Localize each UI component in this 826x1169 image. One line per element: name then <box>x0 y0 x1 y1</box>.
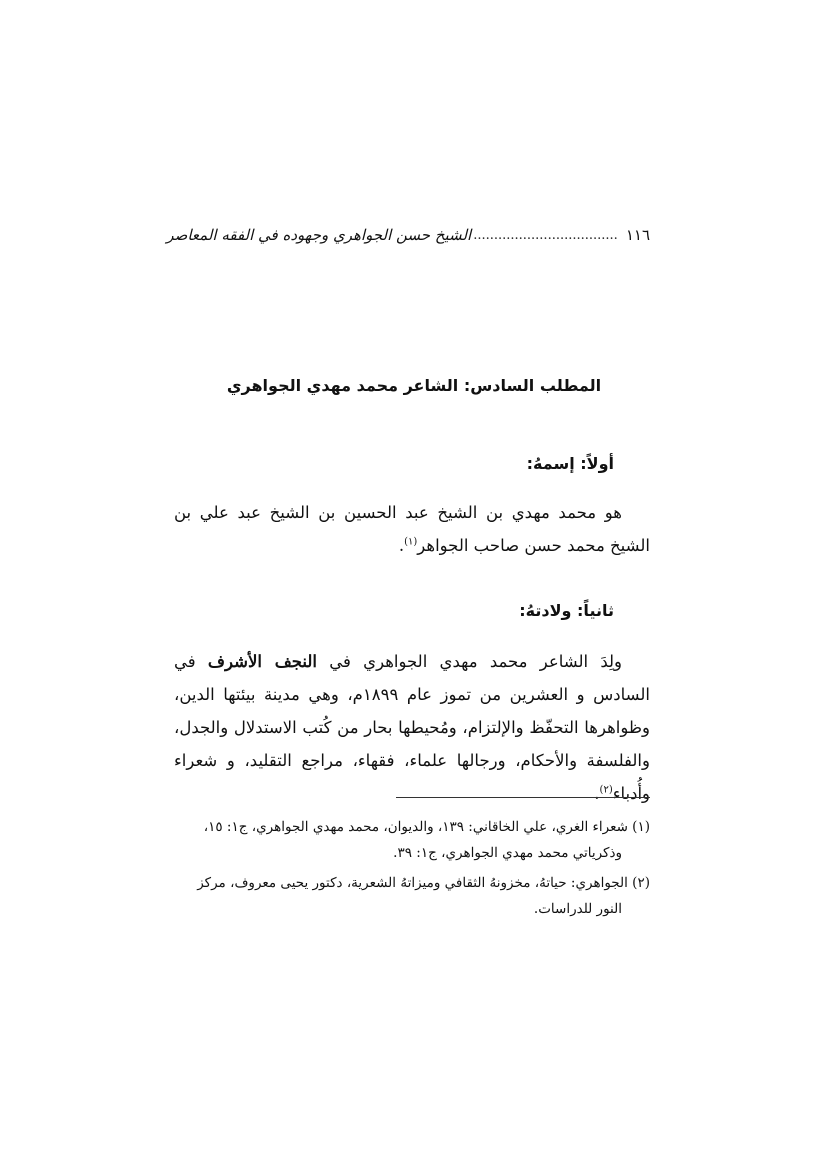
footnote-ref-1: (١) <box>404 536 418 548</box>
paragraph-name <box>174 496 650 562</box>
paragraph-birth-text-before: ولِدَ الشاعر محمد مهدي الجواهري في <box>329 652 622 671</box>
paragraph-birth <box>174 645 650 810</box>
paragraph-name-text: هو محمد مهدي بن الشيخ عبد الحسين بن الشيخ عبد علي بن الشيخ محمد حسن صاحب الجواهر <box>174 503 650 555</box>
footnote-2: (٢) الجواهري: حياتهُ، مخزونهُ الثقافي وميزاتهُ الشعرية، دكتور يحيى معروف، مركز النور للدراسات. <box>197 875 650 917</box>
header-leader-dots: ................................... <box>473 227 618 243</box>
footnotes <box>170 814 650 926</box>
subheading-birth: ثانياً: ولادتهُ: <box>519 601 614 620</box>
subheading-name: أولاً: إسمهُ: <box>526 454 614 473</box>
paragraph-name-end: . <box>398 536 405 555</box>
paragraph-birth-end: . <box>594 784 600 803</box>
footnote-1: (١) شعراء الغري، علي الخاقاني: ١٣٩، والديوان، محمد مهدي الجواهري، ج١: ١٥، وذكرياتي محمد مهدي الجواهري، ج١: ٣٩. <box>203 819 650 861</box>
footnote-separator <box>396 797 650 798</box>
place-name: النجف الأشرف <box>207 652 318 671</box>
running-title: الشيخ حسن الجواهري وجهوده في الفقه المعاصر <box>166 226 472 244</box>
running-header <box>166 221 650 249</box>
section-heading: المطلب السادس: الشاعر محمد مهدي الجواهري <box>226 376 602 395</box>
page-number: ١١٦ <box>625 226 650 244</box>
paragraph-birth-text-after: في السادس و العشرين من تموز عام ١٨٩٩م، وهي مدينة بيئتها الدين، وظواهرها التحفّظ والإلتزام، ومُحيطها بحار من كُتب الاستدلال والجدل، والفلسفة والأحكام، ورجالها علماء، فقهاء، مراجع التقليد، و شعراء وأُدباء <box>174 652 650 803</box>
footnote-ref-2: (٢) <box>599 784 613 796</box>
